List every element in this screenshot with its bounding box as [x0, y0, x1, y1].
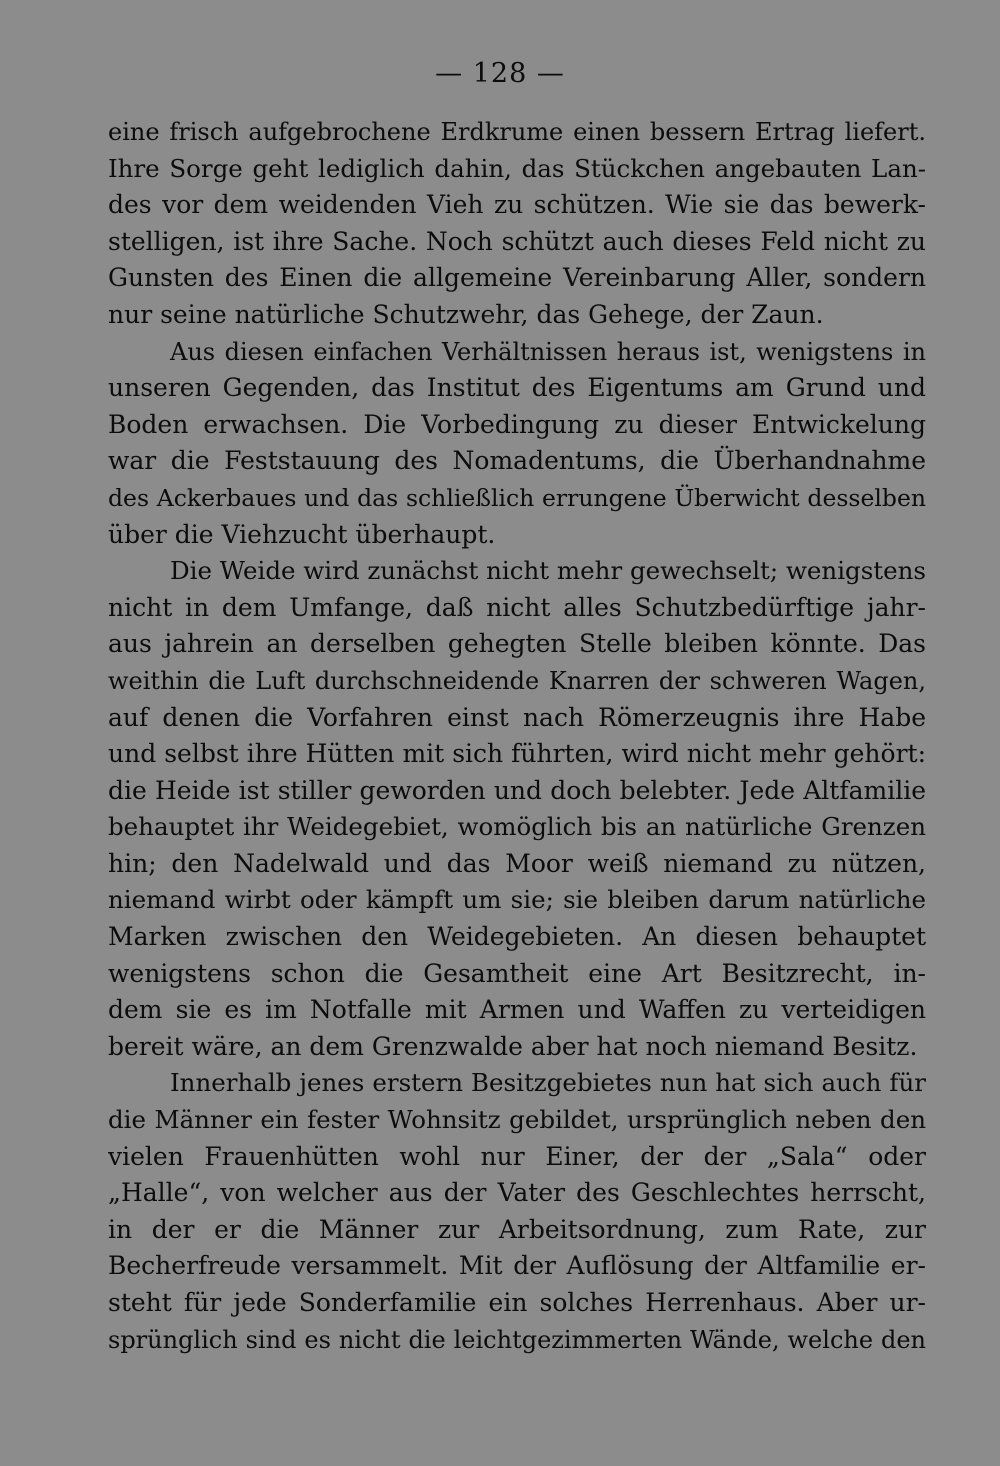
body-text [108, 114, 926, 1358]
text-line: in der er die Männer zur Arbeitsordnung, zum Rate, zur [108, 1214, 926, 1244]
text-line: behauptet ihr Weidegebiet, womöglich bis an natürliche Grenzen [108, 812, 926, 842]
text-line: Gunsten des Einen die allgemeine Vereinbarung Aller, sondern [108, 263, 926, 293]
text-line: Becherfreude versammelt. Mit der Auflösung der Altfamilie er- [108, 1251, 926, 1281]
text-line: Aus diesen einfachen Verhältnissen heraus ist, wenigstens in [170, 337, 926, 366]
text-line: über die Viehzucht überhaupt. [108, 519, 496, 549]
text-line: sprünglich sind es nicht die leichtgezimmerten Wände, welche den [108, 1325, 926, 1354]
text-line: aus jahrein an derselben gehegten Stelle bleiben könnte. Das [108, 629, 926, 659]
text-line: und selbst ihre Hütten mit sich führten, wird nicht mehr gehört: [108, 739, 926, 769]
page-number: — 128 — [435, 58, 565, 89]
text-line: bereit wäre, an dem Grenzwalde aber hat noch niemand Besitz. [108, 1031, 918, 1061]
text-line: dem sie es im Notfalle mit Armen und Waffen zu verteidigen [108, 995, 926, 1025]
text-line: eine frisch aufgebrochene Erdkrume einen bessern Ertrag liefert. [108, 118, 926, 146]
text-line: Marken zwischen den Weidegebieten. An diesen behauptet [108, 922, 926, 952]
text-line: hin; den Nadelwald und das Moor weiß niemand zu nützen, [108, 848, 926, 878]
text-line: die Männer ein fester Wohnsitz gebildet, ursprünglich neben den [108, 1105, 926, 1135]
text-line: Ihre Sorge geht lediglich dahin, das Stückchen angebauten Lan- [108, 153, 926, 183]
text-line: unseren Gegenden, das Institut des Eigentums am Grund und [108, 373, 926, 403]
text-line: weithin die Luft durchschneidende Knarren der schweren Wagen, [108, 666, 926, 695]
text-line: war die Feststauung des Nomadentums, die Überhandnahme [108, 446, 926, 476]
text-line: Boden erwachsen. Die Vorbedingung zu dieser Entwickelung [108, 409, 926, 439]
text-line: niemand wirbt oder kämpft um sie; sie bleiben darum natürliche [108, 885, 926, 915]
text-line: auf denen die Vorfahren einst nach Römerzeugnis ihre Habe [108, 702, 926, 732]
text-line: vielen Frauenhütten wohl nur Einer, der der „Sala“ oder [108, 1141, 926, 1171]
text-line: des Ackerbaues und das schließlich errungene Überwicht desselben [108, 483, 926, 512]
text-line: wenigstens schon die Gesamtheit eine Art Besitzrecht, in- [108, 958, 926, 988]
text-line: des vor dem weidenden Vieh zu schützen. Wie sie das bewerk- [108, 190, 926, 220]
text-line: die Heide ist stiller geworden und doch belebter. Jede Altfamilie [108, 775, 926, 805]
text-line: Innerhalb jenes erstern Besitzgebietes nun hat sich auch für [170, 1068, 926, 1098]
text-line: nicht in dem Umfange, daß nicht alles Schutzbedürftige jahr- [108, 592, 926, 622]
text-line: stelligen, ist ihre Sache. Noch schützt auch dieses Feld nicht zu [108, 226, 926, 256]
text-line: „Halle“, von welcher aus der Vater des Geschlechtes herrscht, [108, 1178, 926, 1208]
text-line: nur seine natürliche Schutzwehr, das Gehege, der Zaun. [108, 299, 824, 329]
text-line: Die Weide wird zunächst nicht mehr gewechselt; wenigstens [170, 556, 926, 586]
text-line: steht für jede Sonderfamilie ein solches Herrenhaus. Aber ur- [108, 1288, 926, 1317]
